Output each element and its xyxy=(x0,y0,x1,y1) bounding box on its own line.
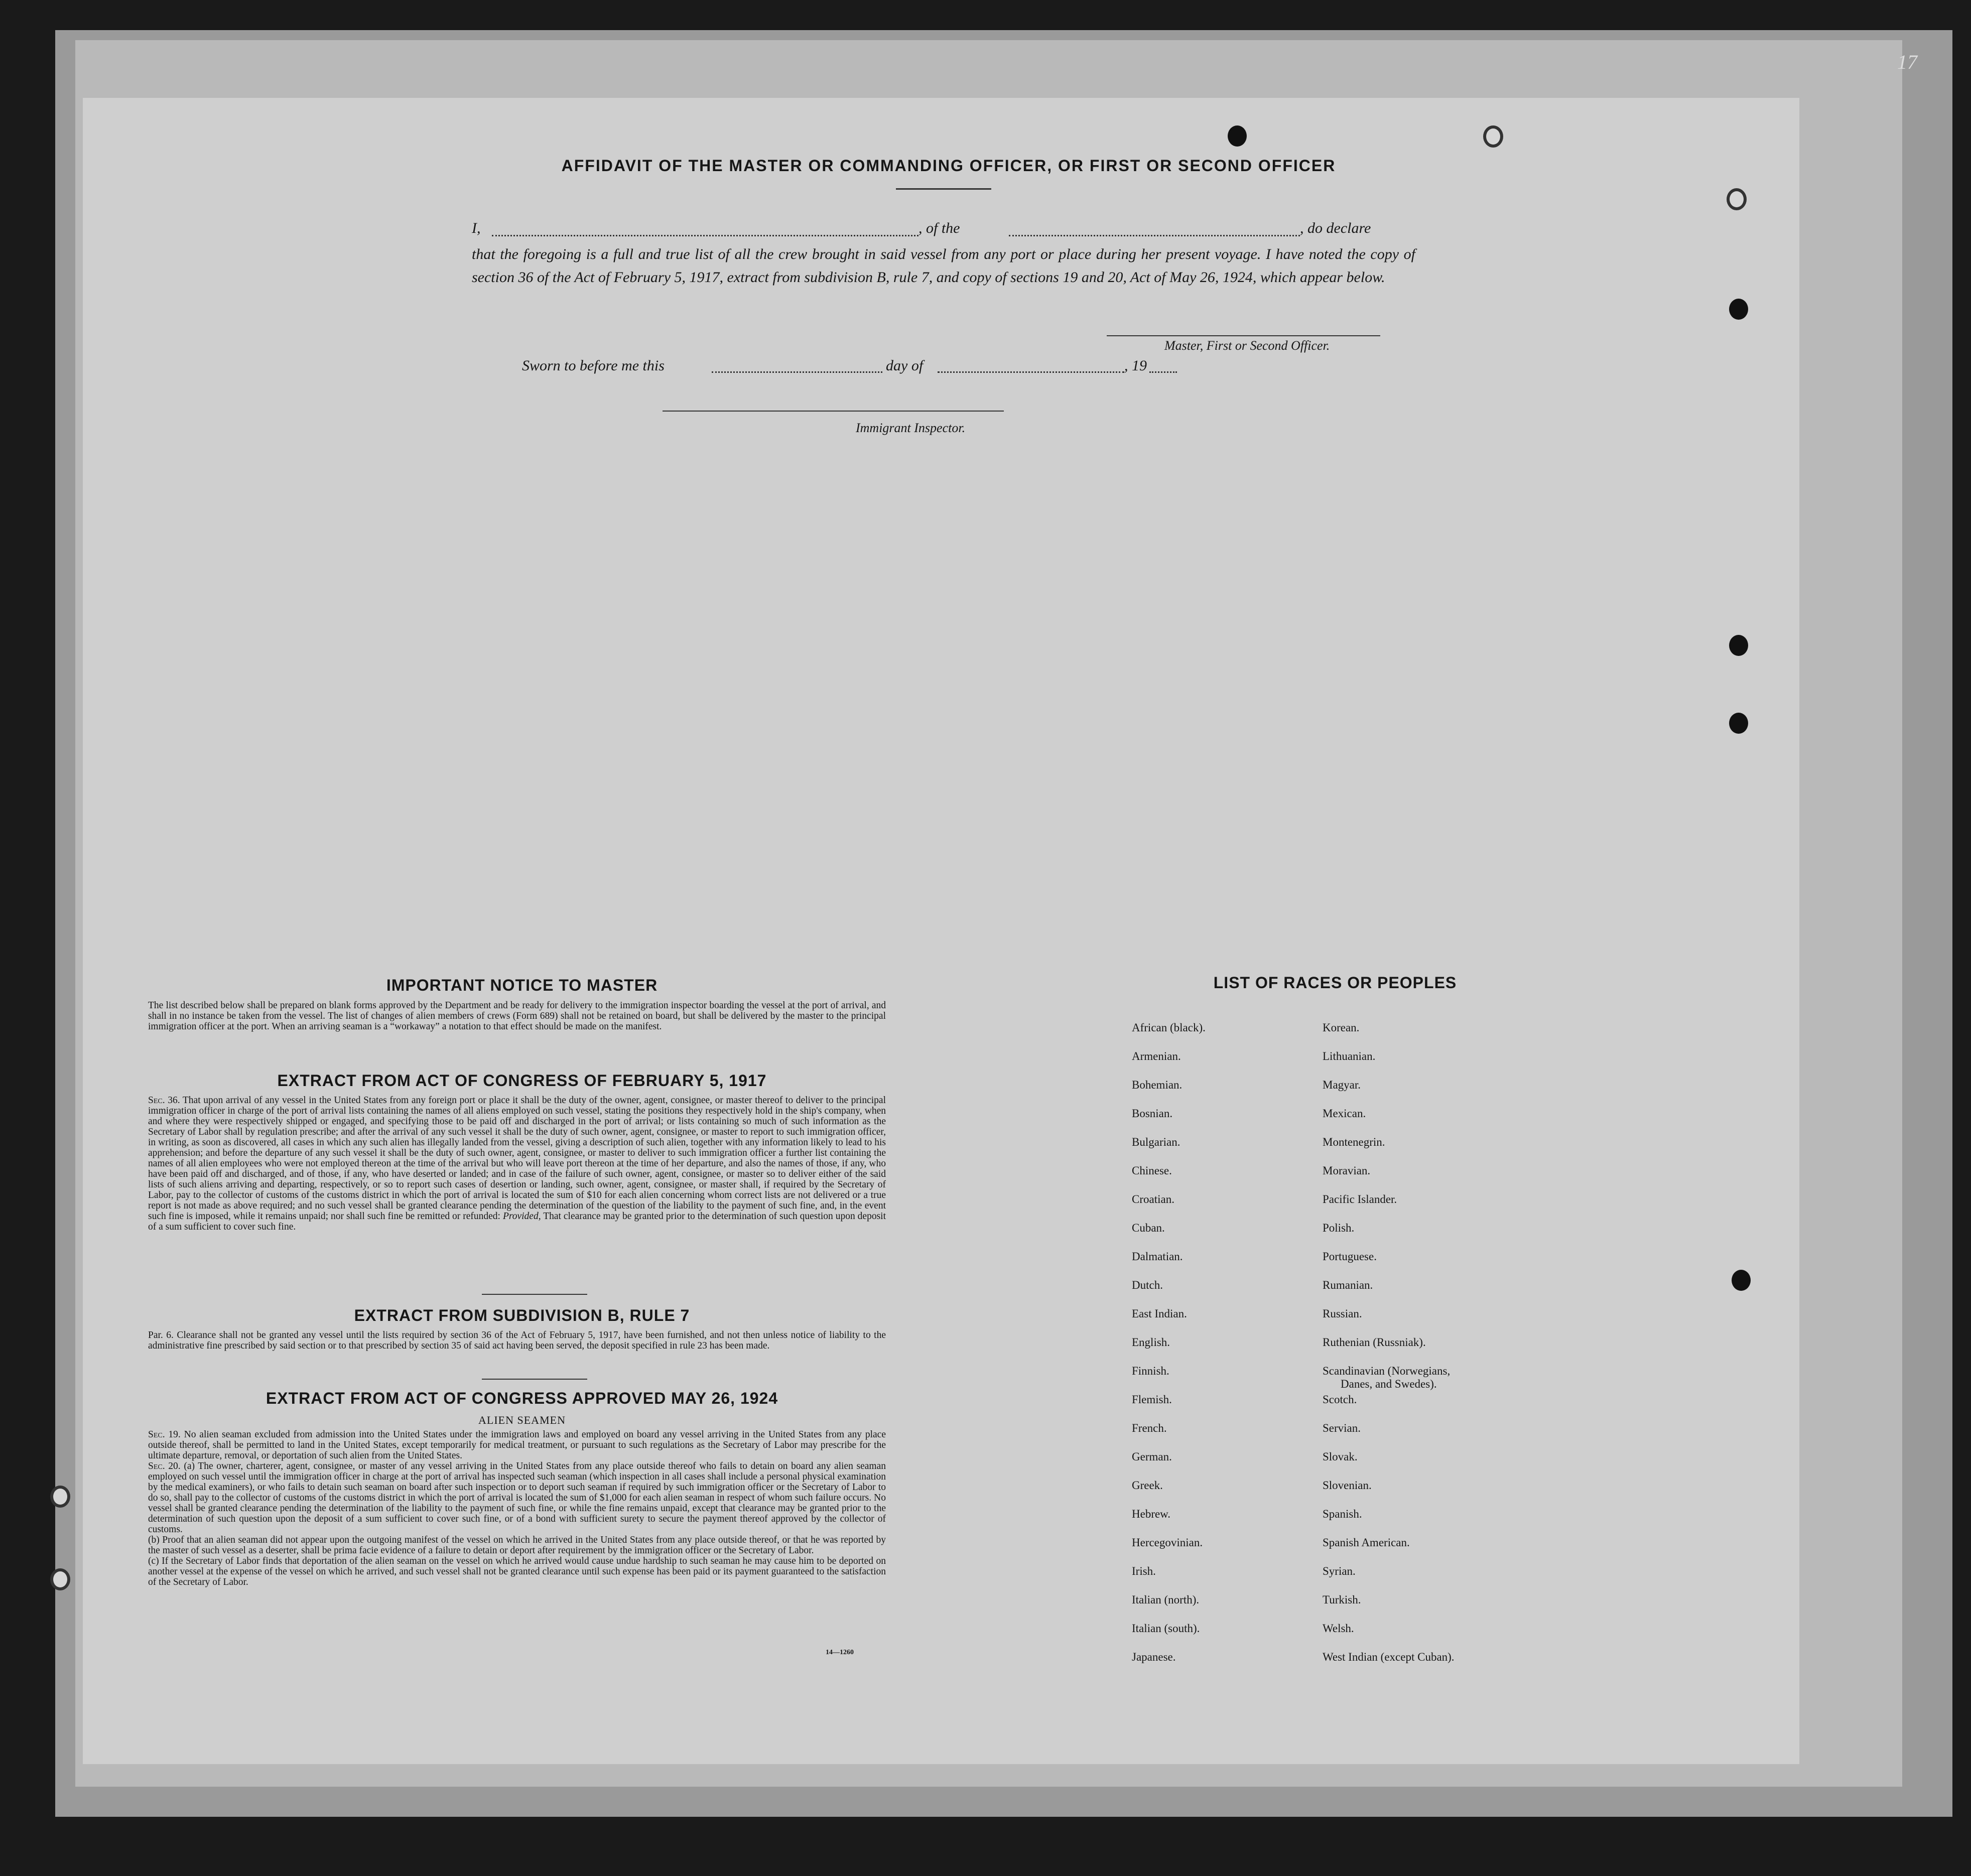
declaration-i: I, xyxy=(472,220,481,236)
race-item-right: Servian. xyxy=(1323,1422,1361,1434)
proviso-label: Provided, xyxy=(502,1211,541,1222)
extract-rule7-title: EXTRACT FROM SUBDIVISION B, RULE 7 xyxy=(354,1306,690,1324)
sec-20c-text: (c) If the Secretary of Labor finds that deportation of the alien seaman on the vessel on which he arrived would cause undue hardship to such seaman he may cause him to be deported on another vessel at the expense of the vessel on which he arrived, and such vessel shall not be granted clearance until such expense has been paid or its payment guaranteed to the satisfaction of the Secretary of Labor. xyxy=(148,1556,886,1587)
sec-36-label: Sec. 36. xyxy=(148,1095,180,1106)
sworn-day-blank xyxy=(712,371,882,373)
master-signature-label: Master, First or Second Officer. xyxy=(1164,338,1330,353)
race-item-right: Scandinavian (Norwegians, xyxy=(1323,1365,1451,1377)
sworn-line xyxy=(522,357,665,374)
declaration-line xyxy=(472,220,1415,243)
binder-hole-icon xyxy=(1729,299,1748,320)
declaration-body: that the foregoing is a full and true list of all the crew brought in said vessel from any port or place during her present voyage. I have noted the copy of section 36 of the Act of February 5, 1917, extract from subdivision B, rule 7, and copy of sections 19 and 20, Act of May 26, 1924, which appear below. xyxy=(472,246,1415,286)
extract-1917-body xyxy=(148,1095,886,1232)
inspector-label: Immigrant Inspector. xyxy=(856,421,966,435)
race-item-left: African (black). xyxy=(1132,1021,1206,1034)
sec-20a-text: (a) The owner, charterer, agent, consignee, or master of any vessel arriving in the United States from any place outside thereof who fails to detain on board any alien seaman employed on such vessel until the immigration officer in charge at the port of arrival has inspected such seaman (which inspection in all cases shall include a personal physical examination by the medical examiners), or who fails to detain such seaman on board after such inspection or to deport such seaman if required by such immigration officer or the Secretary of Labor to do so, shall pay to the collector of customs of the customs district in which the port of arrival is located the sum of $1,000 for each alien seaman in respect of whom such failure occurs. No vessel shall be granted clearance pending the determination of the liability to the payment of such fine, or while the fine remains unpaid, except that clearance may be granted prior to the determination of such question upon the deposit of a sum sufficient to cover such fine, or of a bond with sufficient surety to secure the payment thereof approved by the collector of customs. xyxy=(148,1461,886,1535)
binder-hole-icon xyxy=(50,1568,70,1590)
race-item-right: Magyar. xyxy=(1323,1079,1361,1091)
section-divider xyxy=(482,1294,587,1295)
extract-1924-title: EXTRACT FROM ACT OF CONGRESS APPROVED MAY 26, 1924 xyxy=(266,1389,778,1407)
sworn-day-of: day of xyxy=(886,357,924,374)
race-item-left: Bohemian. xyxy=(1132,1079,1182,1091)
affidavit-title: AFFIDAVIT OF THE MASTER OR COMMANDING OFFICER, OR FIRST OR SECOND OFFICER xyxy=(561,157,1336,175)
section-divider xyxy=(482,1379,587,1380)
binder-hole-icon xyxy=(1483,125,1503,148)
sec-19-text: No alien seaman excluded from admission into the United States under the immigration laws and employed on board any vessel arriving in the United States from any place outside thereof, shall be permitted to land in the United States, except temporarily for medical treatment, or pursuant to such regulations as the Secretary of Labor may prescribe for the ultimate departure, removal, or deportation of such alien from the United States. xyxy=(148,1429,886,1461)
race-item-right: Russian. xyxy=(1323,1307,1362,1320)
race-item-right: Moravian. xyxy=(1323,1164,1371,1177)
page-number: 17 xyxy=(1897,51,1917,73)
race-item-left: Japanese. xyxy=(1132,1651,1176,1663)
vessel-blank xyxy=(1009,235,1300,236)
declaration-do-declare: , do declare xyxy=(1300,220,1371,236)
notice-title: IMPORTANT NOTICE TO MASTER xyxy=(386,976,658,994)
race-item-continuation: Danes, and Swedes). xyxy=(1341,1378,1437,1390)
binder-hole-icon xyxy=(1228,125,1247,147)
form-number: 14—1260 xyxy=(826,1649,854,1656)
sworn-prefix: Sworn to before me this xyxy=(522,357,665,374)
race-item-left: Dutch. xyxy=(1132,1279,1163,1291)
race-item-left: German. xyxy=(1132,1450,1172,1463)
race-item-left: Bosnian. xyxy=(1132,1107,1173,1120)
inspector-signature-line xyxy=(663,411,1004,412)
race-item-right: West Indian (except Cuban). xyxy=(1323,1651,1455,1663)
race-item-right: Montenegrin. xyxy=(1323,1136,1385,1148)
race-item-left: Bulgarian. xyxy=(1132,1136,1180,1148)
sec-20-label: Sec. 20. xyxy=(148,1461,181,1471)
race-item-right: Rumanian. xyxy=(1323,1279,1373,1291)
extract-1917-title: EXTRACT FROM ACT OF CONGRESS OF FEBRUARY 5, 1917 xyxy=(277,1071,767,1090)
binder-hole-icon xyxy=(1729,713,1748,734)
sworn-month-blank xyxy=(938,371,1124,373)
binder-hole-icon xyxy=(50,1486,70,1508)
race-item-right: Syrian. xyxy=(1323,1565,1356,1577)
race-item-right: Pacific Islander. xyxy=(1323,1193,1397,1205)
master-signature-line xyxy=(1107,335,1380,336)
race-item-left: Cuban. xyxy=(1132,1222,1165,1234)
races-title: LIST OF RACES OR PEOPLES xyxy=(1213,974,1457,992)
race-item-left: Croatian. xyxy=(1132,1193,1174,1205)
race-item-left: Dalmatian. xyxy=(1132,1250,1183,1263)
sworn-year: , 19 xyxy=(1124,357,1147,374)
race-item-left: Armenian. xyxy=(1132,1050,1181,1062)
race-item-left: Chinese. xyxy=(1132,1164,1172,1177)
race-item-right: Slovak. xyxy=(1323,1450,1358,1463)
race-item-left: Italian (south). xyxy=(1132,1622,1200,1635)
race-item-right: Slovenian. xyxy=(1323,1479,1372,1492)
race-item-left: Greek. xyxy=(1132,1479,1163,1492)
sec-20b-text: (b) Proof that an alien seaman did not appear upon the outgoing manifest of the vessel on which he arrived in the United States from any place outside thereof, or that he was reported by the master of such vessel as a deserter, shall be prima facie evidence of a failure to detain or deport after requirement by the immigration officer or the Secretary of Labor. xyxy=(148,1535,886,1556)
binder-hole-icon xyxy=(1729,635,1748,656)
extract-1924-body xyxy=(148,1429,886,1587)
race-item-right: Spanish American. xyxy=(1323,1536,1410,1549)
race-item-right: Polish. xyxy=(1323,1222,1355,1234)
race-item-left: Italian (north). xyxy=(1132,1593,1200,1606)
binder-hole-icon xyxy=(1727,188,1747,210)
race-item-left: Finnish. xyxy=(1132,1365,1169,1377)
race-item-left: Hebrew. xyxy=(1132,1508,1171,1520)
proviso-text: That clearance may be granted prior to the determination of such question upon deposit of a sum sufficient to cover such fine. xyxy=(148,1211,886,1232)
race-item-right: Welsh. xyxy=(1323,1622,1354,1635)
race-item-left: Irish. xyxy=(1132,1565,1156,1577)
title-divider xyxy=(896,188,991,190)
race-item-right: Lithuanian. xyxy=(1323,1050,1376,1062)
race-item-right: Spanish. xyxy=(1323,1508,1362,1520)
race-item-left: Hercegovinian. xyxy=(1132,1536,1203,1549)
declaration-of-the: , of the xyxy=(918,220,960,236)
race-item-left: French. xyxy=(1132,1422,1167,1434)
binder-hole-icon xyxy=(1732,1270,1751,1291)
alien-seamen-subtitle: ALIEN SEAMEN xyxy=(478,1414,566,1426)
sec-19-label: Sec. 19. xyxy=(148,1429,181,1440)
race-item-right: Scotch. xyxy=(1323,1393,1357,1406)
race-item-right: Turkish. xyxy=(1323,1593,1361,1606)
race-item-right: Portuguese. xyxy=(1323,1250,1377,1263)
race-item-right: Ruthenian (Russniak). xyxy=(1323,1336,1426,1349)
race-item-left: Flemish. xyxy=(1132,1393,1172,1406)
race-item-right: Korean. xyxy=(1323,1021,1360,1034)
extract-rule7-body: Par. 6. Clearance shall not be granted any vessel until the lists required by section 36 of the Act of February 5, 1917, have been furnished, and not then unless notice of liability to the administrative fine prescribed by said section or to that prescribed by section 35 of said act having been served, the deposit specified in rule 23 has been made. xyxy=(148,1330,886,1351)
race-item-left: East Indian. xyxy=(1132,1307,1187,1320)
sec-36-text: That upon arrival of any vessel in the United States from any foreign port or place it shall be the duty of the owner, agent, consignee, or master thereof to deliver to the principal immigration officer in charge of the port of arrival lists containing the names of all aliens employed on such vessel, stating the positions they respectively hold in the ship's company, when and where they were respectively shipped or engaged, and specifying those to be paid off and discharged in the port of arrival; or lists containing so much of such information as the Secretary of Labor shall by regulation prescribe; and after the arrival of any such vessel it shall be the duty of such owner, agent, consignee, or master to report to such immigration officer, in writing, as soon as discovered, all cases in which any such alien has illegally landed from the vessel, giving a description of such alien, together with any information likely to lead to his apprehension; and before the departure of any such vessel it shall be the duty of such owner, agent, consignee, or master to deliver to such immigration officer a further list containing the names of all alien employees who were not employed thereon at the time of the arrival but who will leave port thereon at the time of her departure, and also the names of those, if any, who have been paid off and discharged, and of those, if any, who have deserted or landed; and in case of the failure of such owner, agent, consignee, or master so to deliver either of the said lists of such aliens arriving and departing, respectively, or so to report such cases of desertion or landing, such owner, agent, consignee, or master shall, if required by the Secretary of Labor, pay to the collector of customs of the customs district in which the port of arrival is located the sum of $10 for each alien concerning whom correct lists are not delivered or a true report is not made as above required; and no such vessel shall be granted clearance pending the determination of the question of the liability to the payment of such fine, and, in the event such fine is imposed, while it remains unpaid; nor shall such fine be remitted or refunded: xyxy=(148,1095,886,1222)
name-blank xyxy=(492,235,918,236)
notice-body: The list described below shall be prepared on blank forms approved by the Department and be ready for delivery to the immigration inspector boarding the vessel at the port of arrival, and shall in no instance be taken from the vessel. The list of changes of alien members of crews (Form 689) shall not be retained on board, but shall be delivered by the master to the principal immigration officer at the port. When an arriving seaman is a “workaway” a notation to that effect should be made on the manifest. xyxy=(148,1000,886,1032)
race-item-right: Mexican. xyxy=(1323,1107,1366,1120)
sworn-year-blank xyxy=(1149,371,1177,373)
race-item-left: English. xyxy=(1132,1336,1170,1349)
